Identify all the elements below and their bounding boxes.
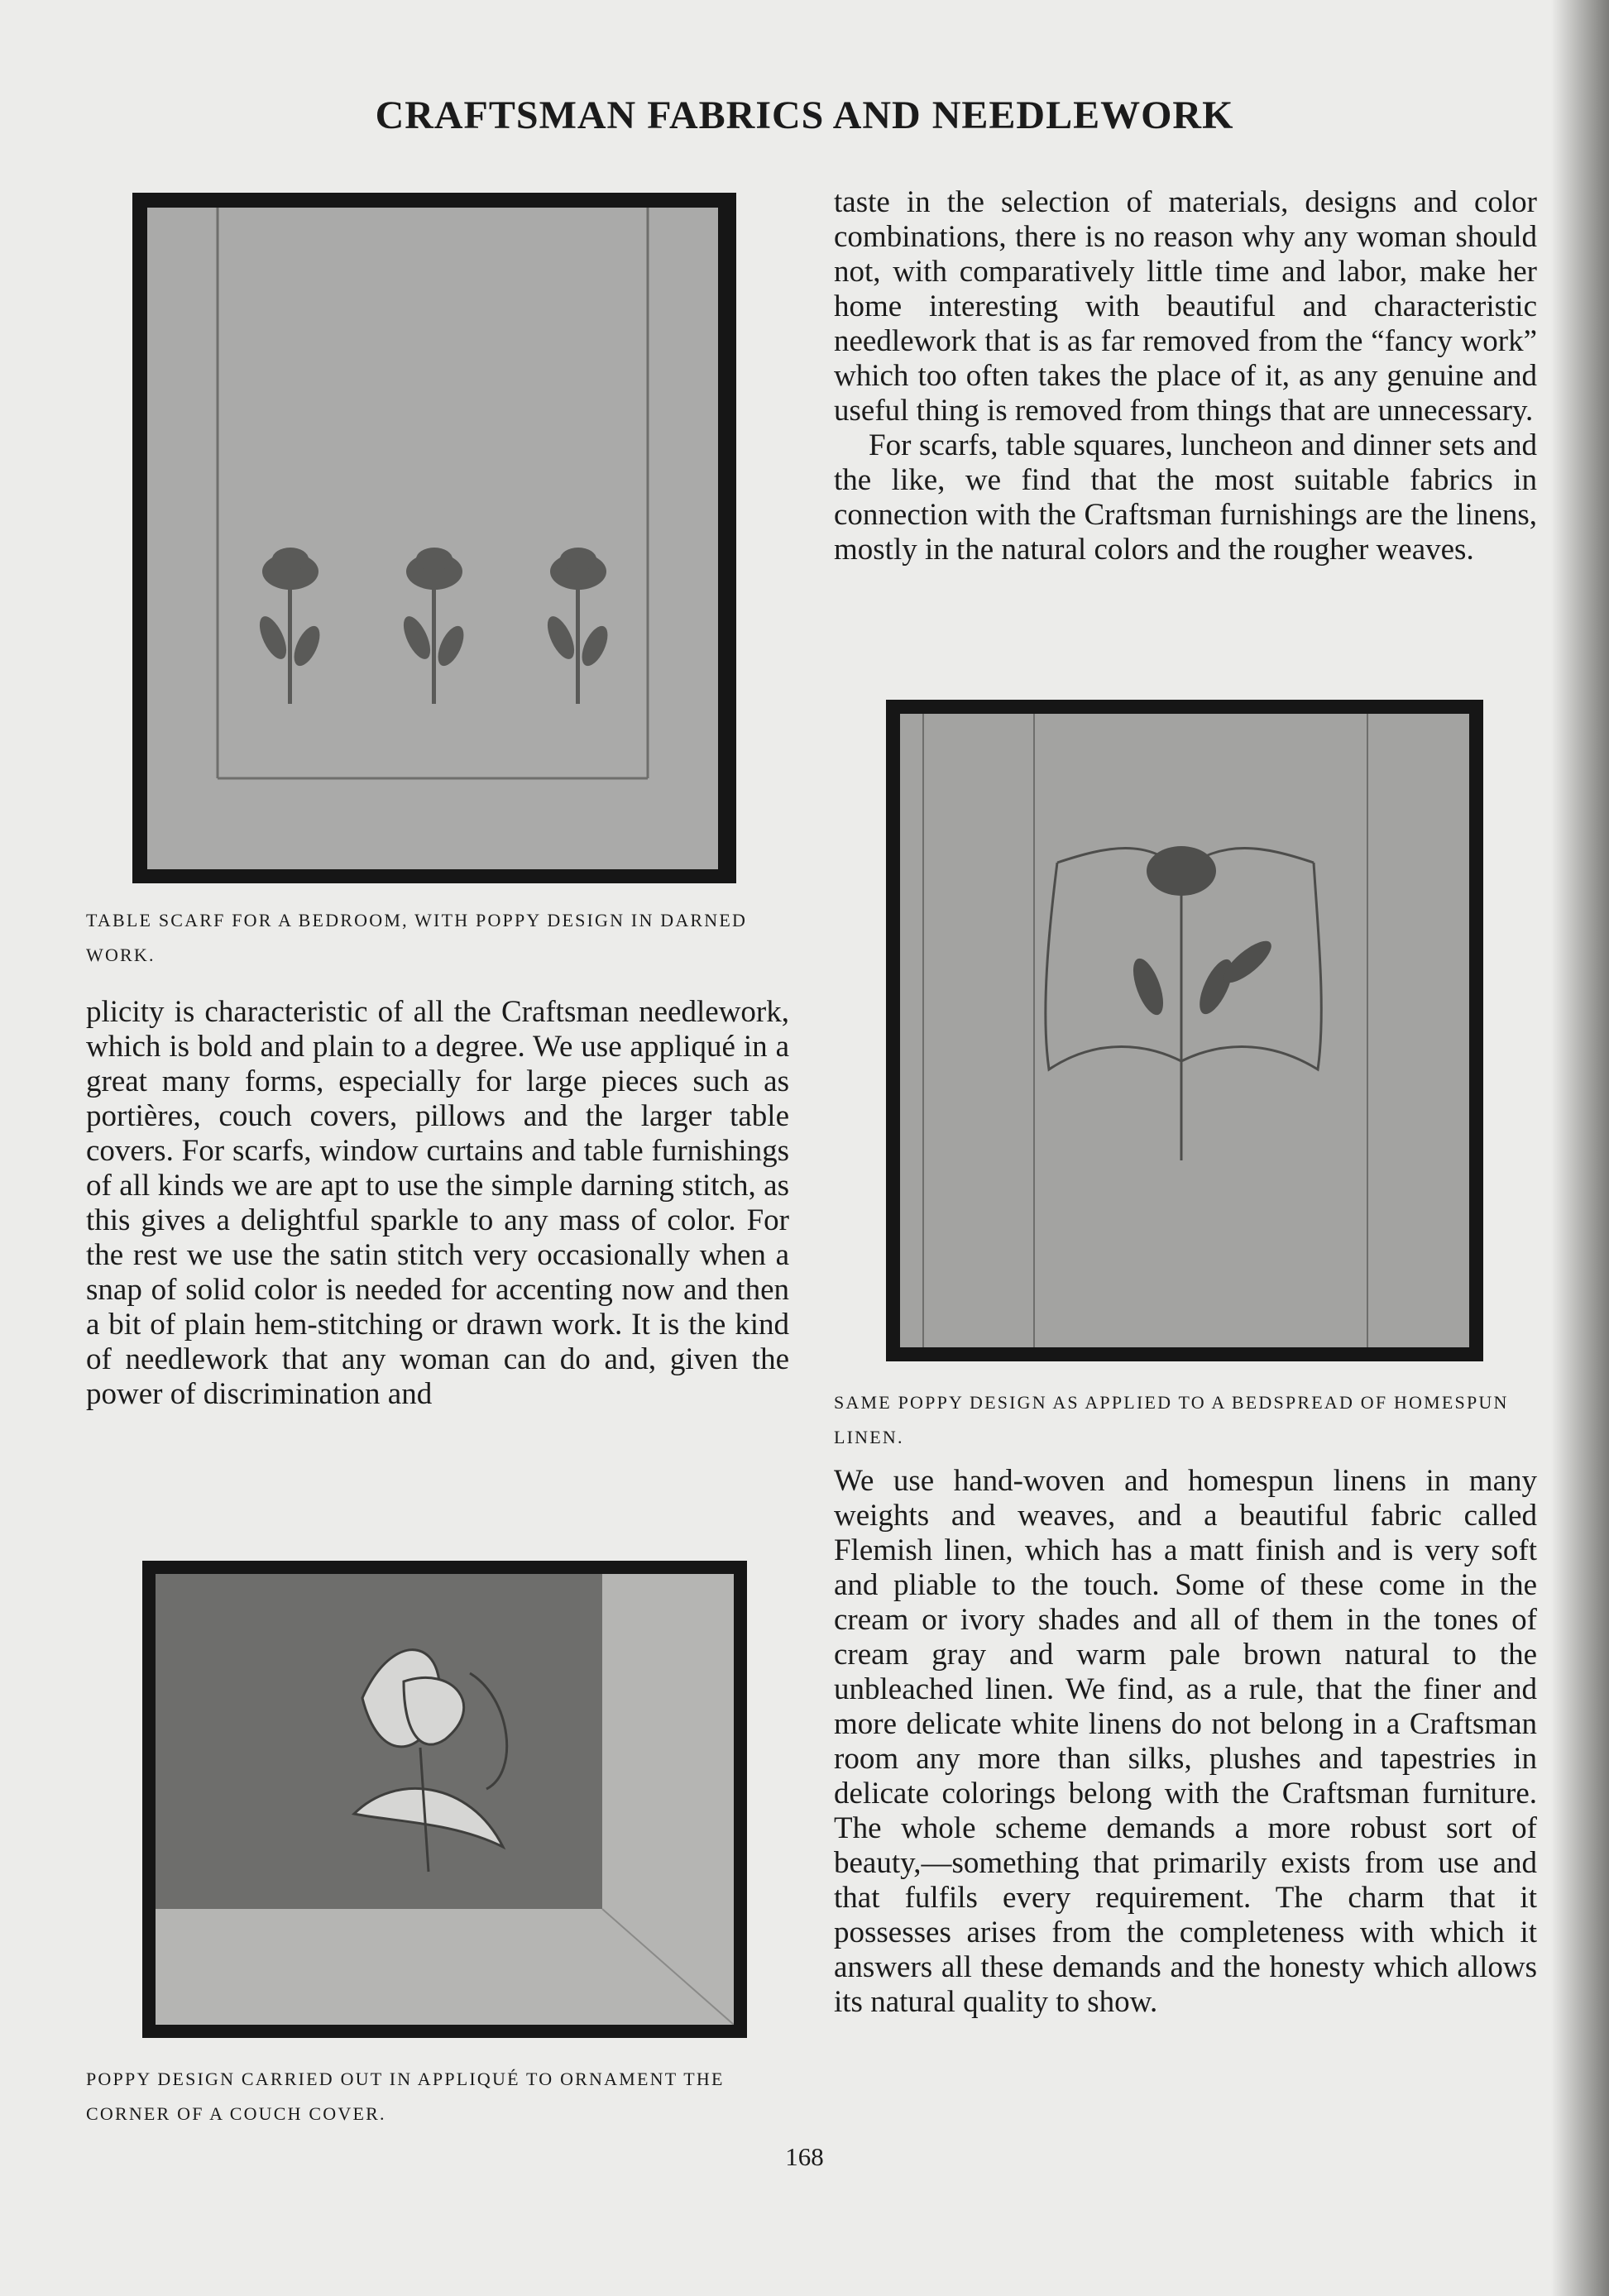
- right-paragraph-3: We use hand-woven and homespun linens in many weights and weaves, and a beautiful fabric called Flemish linen, which has a matt finish and is very soft and pliable to the touch. Some of these come in the cream or ivory shades and all of them in the tones of cream gray and warm pale brown natural to the unbleached linen. We find, as a rule, that the finer and more delicate white linens do not belong in a Craftsman room any more than silks, plushes and tapestries in delicate colorings belong with the Craftsman furniture. The whole scheme demands a more robust sort of beauty,—something that primarily exists from use and that fulfils every requirement. The charm that it possesses arises from the completeness with which it answers all these demands and the honesty which allows its natural quality to show.: [834, 1464, 1537, 2019]
- page-number: 168: [785, 2142, 824, 2171]
- bedspread-caption: SAME POPPY DESIGN AS APPLIED TO A BEDSPREAD OF HOMESPUN LINEN.: [834, 1392, 1509, 1447]
- page-edge-shadow: [1551, 0, 1609, 2296]
- table-scarf-photo: [132, 193, 736, 883]
- table-scarf-caption: TABLE SCARF FOR A BEDROOM, WITH POPPY DESIGN IN DARNED WORK.: [86, 910, 748, 965]
- left-column: [86, 995, 789, 1412]
- couch-cover-caption: POPPY DESIGN CARRIED OUT IN APPLIQUÉ TO ORNAMENT THE CORNER OF A COUCH COVER.: [86, 2069, 725, 2124]
- left-paragraph-1: plicity is characteristic of all the Craftsman needlework, which is bold and plain to a degree. We use appliqué in a great many forms, especially for large pieces such as portières, couch covers, pillows and the larger table covers. For scarfs, window curtains and table furnishings of all kinds we are apt to use the simple darning stitch, as this gives a delightful sparkle to any mass of color. For the rest we use the satin stitch very occasionally when a snap of solid color is needed for accenting now and then a bit of plain hem-stitching or drawn work. It is the kind of needlework that any woman can do and, given the power of discrimination and: [86, 995, 789, 1411]
- bedspread-photo: [886, 700, 1483, 1361]
- bedspread-illustration: [900, 714, 1469, 1347]
- right-paragraph-2: For scarfs, table squares, luncheon and dinner sets and the like, we find that the most suitable fabrics in connection with the Craftsman furnishings are the linens, mostly in the natural colors and the rougher weaves.: [834, 428, 1537, 567]
- couch-cover-photo: [142, 1561, 747, 2038]
- table-scarf-illustration: [147, 208, 718, 869]
- page-title: CRAFTSMAN FABRICS AND NEEDLEWORK: [375, 93, 1234, 137]
- right-column-top: [834, 185, 1537, 567]
- right-column-bottom: [834, 1464, 1537, 2020]
- right-paragraph-1: taste in the selection of materials, designs and color combinations, there is no reason why any woman should not, with comparatively little time and labor, make her home interesting with beautiful and characteristic needlework that is as far removed from the “fancy work” which too often takes the place of it, as any genuine and useful thing is removed from things that are unnecessary.: [834, 185, 1537, 428]
- couch-cover-illustration: [156, 1574, 734, 2025]
